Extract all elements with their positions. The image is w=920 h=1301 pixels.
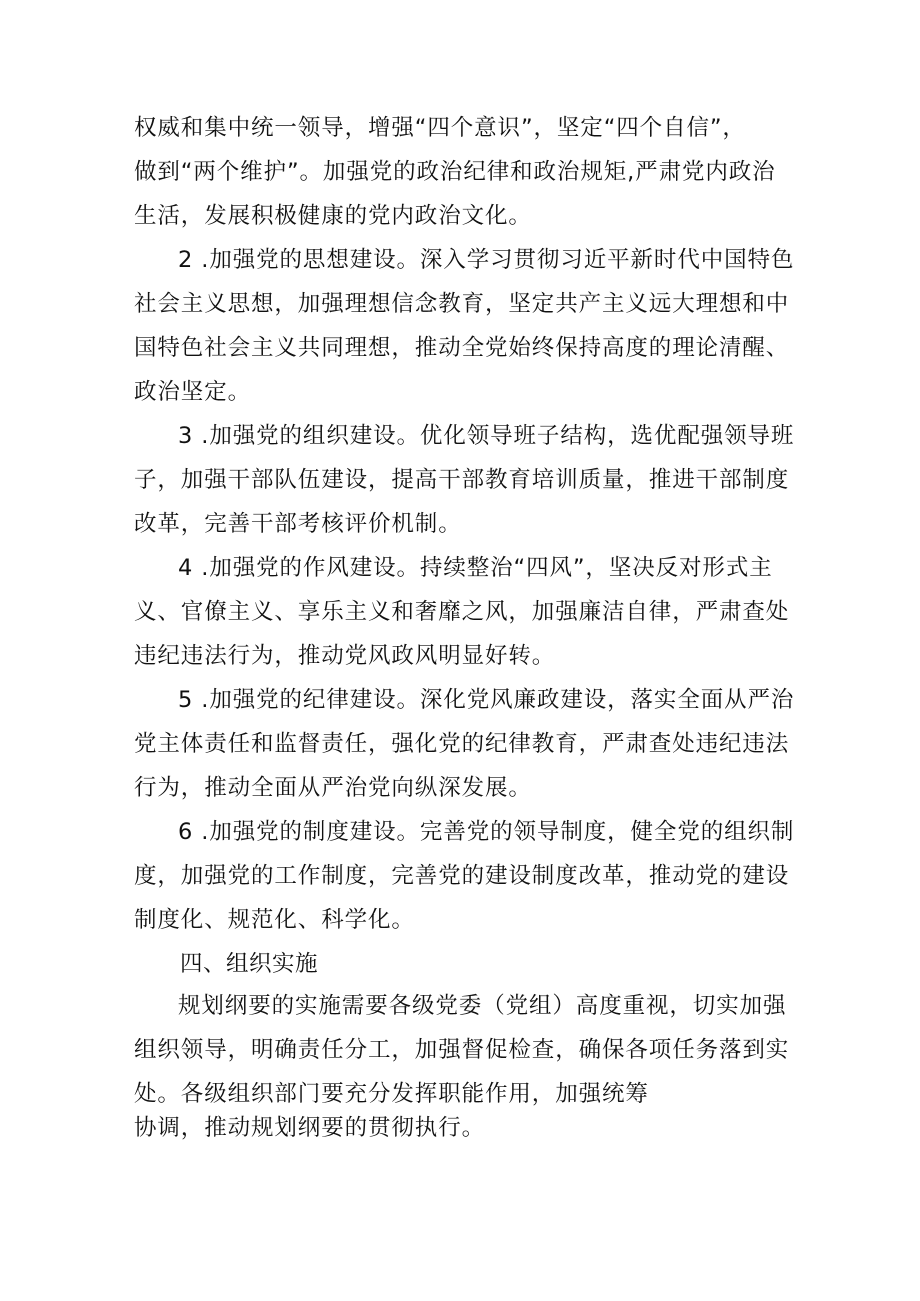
closing-paragraph-line-3: 处。各级组织部门要充分发挥职能作用，加强统筹 bbox=[134, 1081, 649, 1107]
item-6-line-2: 度，加强党的工作制度，完善党的建设制度改革，推动党的建设 bbox=[134, 863, 790, 889]
item-3-line-1: 3 .加强党的组织建设。优化领导班子结构，选优配强领导班 bbox=[178, 423, 795, 449]
item-3-line-3: 改革，完善干部考核评价机制。 bbox=[134, 511, 462, 537]
item-5-line-1: 5 .加强党的纪律建设。深化党风廉政建设，落实全面从严治 bbox=[178, 687, 795, 713]
item-5-line-3: 行为，推动全面从严治党向纵深发展。 bbox=[134, 775, 532, 801]
section-heading: 四、组织实施 bbox=[180, 951, 319, 977]
paragraph-1-line-2: 做到“两个维护”。加强党的政治纪律和政治规矩,严肃党内政治 bbox=[134, 159, 776, 185]
paragraph-1-line-1: 权威和集中统一领导，增强“四个意识”，坚定“四个自信”， bbox=[134, 115, 746, 141]
item-4-line-1: 4 .加强党的作风建设。持续整治“四风”，坚决反对形式主 bbox=[178, 555, 773, 581]
item-4-line-2: 义、官僚主义、享乐主义和奢靡之风，加强廉洁自律，严肃查处 bbox=[134, 599, 790, 625]
item-2-line-3: 国特色社会主义共同理想，推动全党始终保持高度的理论清醒、 bbox=[134, 335, 790, 361]
closing-paragraph-line-2: 组织领导，明确责任分工，加强督促检查，确保各项任务落到实 bbox=[134, 1037, 790, 1063]
item-2-line-4: 政治坚定。 bbox=[134, 379, 252, 405]
item-3-line-2: 子，加强干部队伍建设，提高干部教育培训质量，推进干部制度 bbox=[134, 467, 790, 493]
item-6-line-3: 制度化、规范化、科学化。 bbox=[134, 907, 415, 933]
item-5-line-2: 党主体责任和监督责任，强化党的纪律教育，严肃查处违纪违法 bbox=[134, 731, 790, 757]
closing-paragraph-line-4: 协调，推动规划纲要的贯彻执行。 bbox=[134, 1115, 486, 1141]
item-2-line-2: 社会主义思想，加强理想信念教育，坚定共产主义远大理想和中 bbox=[134, 291, 790, 317]
paragraph-1-line-3: 生活，发展积极健康的党内政治文化。 bbox=[134, 203, 532, 229]
item-2-line-1: 2 .加强党的思想建设。深入学习贯彻习近平新时代中国特色 bbox=[178, 247, 795, 273]
item-6-line-1: 6 .加强党的制度建设。完善党的领导制度，健全党的组织制 bbox=[178, 819, 795, 845]
item-4-line-3: 违纪违法行为，推动党风政风明显好转。 bbox=[134, 643, 556, 669]
closing-paragraph-line-1: 规划纲要的实施需要各级党委（党组）高度重视，切实加强 bbox=[178, 993, 787, 1019]
